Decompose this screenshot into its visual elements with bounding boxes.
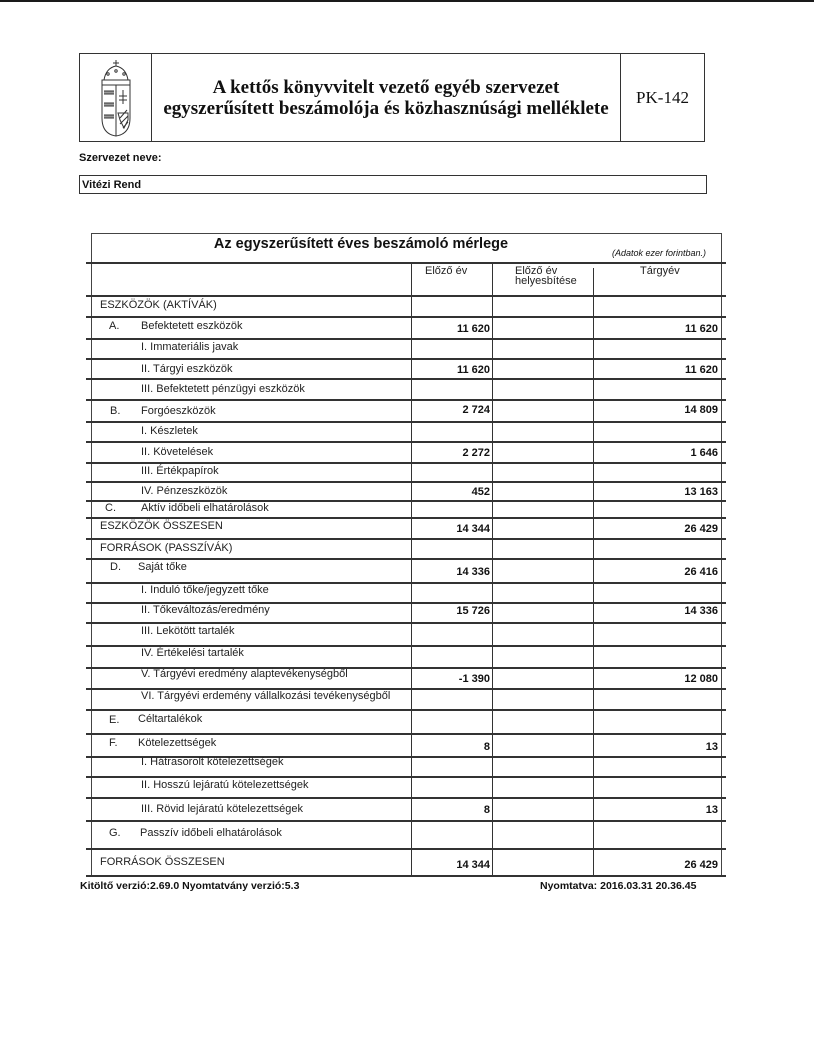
current-year-value: 26 416 xyxy=(684,566,718,578)
form-title xyxy=(152,54,620,141)
row-label: FORRÁSOK (PASSZÍVÁK) xyxy=(100,542,233,554)
row-letter: E. xyxy=(109,714,120,726)
row-label: FORRÁSOK ÖSSZESEN xyxy=(100,856,225,868)
row-label: II. Követelések xyxy=(141,446,214,458)
current-year-value: 12 080 xyxy=(684,673,718,685)
row-label: III. Befektetett pénzügyi eszközök xyxy=(141,383,305,395)
row-label: Céltartalékok xyxy=(138,713,203,725)
prev-year-value: 11 620 xyxy=(456,364,490,376)
row-label: III. Rövid lejáratú kötelezettségek xyxy=(141,803,304,815)
form-header xyxy=(79,53,705,142)
row-divider xyxy=(86,358,726,360)
col-header-prev-year: Előző év xyxy=(425,265,468,277)
row-label: Passzív időbeli elhatárolások xyxy=(140,827,282,839)
print-timestamp: Nyomtatva: 2016.03.31 20.36.45 xyxy=(540,880,697,892)
row-divider xyxy=(86,848,726,850)
prev-year-value: 14 336 xyxy=(456,566,490,578)
form-title-line1: A kettős könyvvitelt vezető egyéb szervezet xyxy=(212,76,560,98)
row-letter: C. xyxy=(105,502,116,514)
prev-year-value: 452 xyxy=(471,486,490,498)
row-label: I. Induló tőke/jegyzett tőke xyxy=(141,584,269,596)
unit-note: (Adatok ezer forintban.) xyxy=(612,248,707,258)
row-divider xyxy=(86,295,726,297)
row-label: II. Hosszú lejáratú kötelezettségek xyxy=(141,779,309,791)
row-divider xyxy=(86,709,726,711)
row-letter: D. xyxy=(110,561,121,573)
row-label: Saját tőke xyxy=(138,561,187,573)
row-divider xyxy=(86,441,726,443)
row-divider xyxy=(86,820,726,822)
page-top-border xyxy=(0,0,814,2)
row-label: VI. Tárgyévi erdemény vállalkozási tevékenységből xyxy=(141,690,391,702)
prev-year-value: 14 344 xyxy=(456,859,490,871)
col-header-prev-year-corr-1: Előző év xyxy=(515,265,558,277)
row-label: IV. Értékelési tartalék xyxy=(141,647,244,659)
row-label: II. Tőkeváltozás/eredmény xyxy=(141,604,270,616)
organization-name-field: Vitézi Rend xyxy=(79,175,707,194)
row-divider xyxy=(86,797,726,799)
prev-year-value: 8 xyxy=(483,741,490,753)
column-divider xyxy=(492,262,493,876)
row-label: III. Lekötött tartalék xyxy=(141,625,235,637)
current-year-value: 13 xyxy=(705,741,718,753)
row-label: Forgóeszközök xyxy=(141,405,216,417)
current-year-value: 26 429 xyxy=(684,859,718,871)
row-divider xyxy=(86,481,726,483)
form-code: PK-142 xyxy=(620,54,704,141)
prev-year-value: 14 344 xyxy=(456,523,490,535)
row-label: V. Tárgyévi eredmény alaptevékenységből xyxy=(141,668,348,680)
row-divider xyxy=(86,733,726,735)
row-divider xyxy=(86,462,726,464)
current-year-value: 13 xyxy=(705,804,718,816)
current-year-value: 11 620 xyxy=(684,364,718,376)
row-letter: F. xyxy=(109,737,118,749)
current-year-value: 26 429 xyxy=(684,523,718,535)
organization-label: Szervezet neve: xyxy=(79,152,162,164)
row-letter: G. xyxy=(109,827,121,839)
row-letter: A. xyxy=(109,320,120,332)
row-label: I. Immateriális javak xyxy=(141,341,239,353)
row-label: I. Készletek xyxy=(141,425,198,437)
row-label: II. Tárgyi eszközök xyxy=(141,363,233,375)
row-divider xyxy=(86,875,726,877)
row-divider xyxy=(86,316,726,318)
prev-year-value: 2 724 xyxy=(462,404,490,416)
row-divider xyxy=(86,622,726,624)
row-label: Aktív időbeli elhatárolások xyxy=(141,502,269,514)
prev-year-value: 11 620 xyxy=(456,323,490,335)
row-label: Kötelezettségek xyxy=(138,737,217,749)
prev-year-value: 8 xyxy=(483,804,490,816)
row-divider xyxy=(86,421,726,423)
row-label: I. Hátrasorolt kötelezettségek xyxy=(141,756,284,768)
row-letter: B. xyxy=(110,405,121,417)
row-divider xyxy=(86,262,726,264)
row-divider xyxy=(86,517,726,519)
row-label: ESZKÖZÖK (AKTÍVÁK) xyxy=(100,299,217,311)
form-title-line2: egyszerűsített beszámolója és közhasznúsági melléklete xyxy=(163,97,609,119)
row-divider xyxy=(86,399,726,401)
row-divider xyxy=(86,338,726,340)
row-divider xyxy=(86,538,726,540)
current-year-value: 1 646 xyxy=(690,447,718,459)
current-year-value: 14 336 xyxy=(684,605,718,617)
row-label: ESZKÖZÖK ÖSSZESEN xyxy=(100,520,223,532)
row-label: IV. Pénzeszközök xyxy=(141,485,228,497)
row-divider xyxy=(86,378,726,380)
row-label: Befektetett eszközök xyxy=(141,320,243,332)
version-info: Kitöltő verzió:2.69.0 Nyomtatvány verzió:5.3 xyxy=(80,880,300,892)
row-divider xyxy=(86,776,726,778)
table-title: Az egyszerűsített éves beszámoló mérlege xyxy=(213,236,509,252)
prev-year-value: -1 390 xyxy=(458,673,490,685)
current-year-value: 14 809 xyxy=(684,404,718,416)
current-year-value: 11 620 xyxy=(684,323,718,335)
row-label: III. Értékpapírok xyxy=(141,465,219,477)
col-header-current-year: Tárgyév xyxy=(640,265,680,277)
col-header-prev-year-corr-2: helyesbítése xyxy=(515,275,577,287)
coat-of-arms-icon xyxy=(96,58,136,138)
prev-year-value: 2 272 xyxy=(462,447,490,459)
prev-year-value: 15 726 xyxy=(456,605,490,617)
row-divider xyxy=(86,558,726,560)
crest-cell xyxy=(80,54,152,141)
current-year-value: 13 163 xyxy=(684,486,718,498)
